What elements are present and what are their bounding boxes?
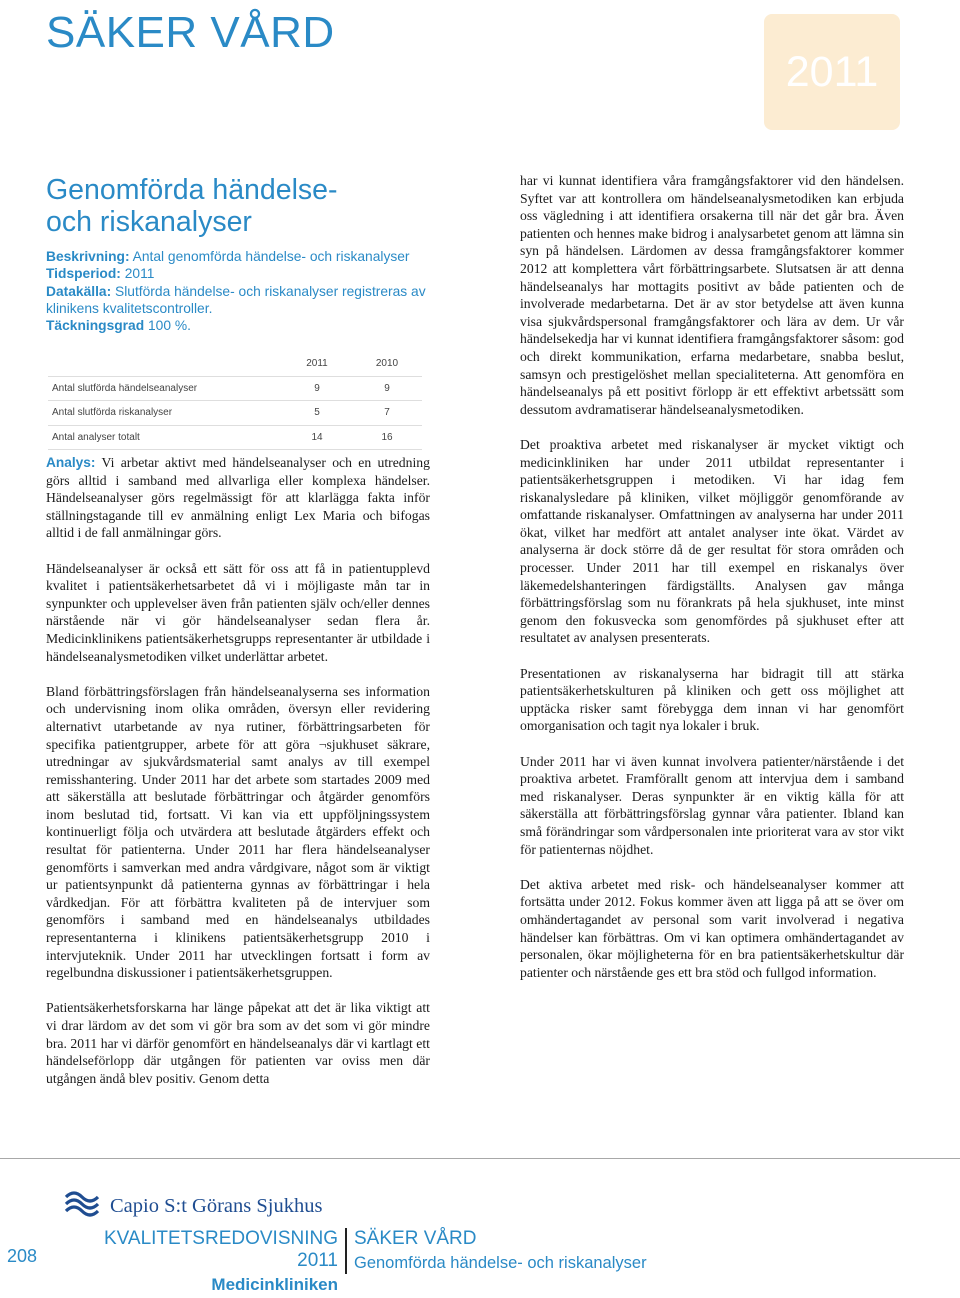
- description-row: [46, 248, 466, 265]
- description-value: Antal genomförda händelse- och riskanalyser: [132, 249, 410, 264]
- table-cell-2011: 9: [282, 376, 352, 401]
- paragraph-text: Vi arbetar aktivt med händelseanalyser och en utredning görs alltid i samband med allvarliga eller komplexa händelser. Händelseanalyser görs regelmässigt för att klarlägga fakta inför ställningstagande till ev anmälning enligt Lex Maria och bifogas alltid i de fall anmälningar görs.: [46, 455, 430, 541]
- period-row: [46, 265, 466, 282]
- indicator-metadata: [46, 248, 466, 334]
- section-title: [46, 174, 466, 238]
- body-paragraph: Presentationen av riskanalyserna har bidragit till att stärka patientsäkerhetskulturen på kliniken och gett oss möjlighet att upptäcka risker samt förebygga dem innan vi har genomfört omorganisation och tagit nya lokaler i bruk.: [520, 665, 904, 734]
- logo-name: Capio S:t Görans Sjukhus: [110, 1194, 323, 1217]
- table-cell-2010: 16: [352, 425, 422, 450]
- analysis-paragraph: [46, 454, 430, 542]
- body-paragraph: har vi kunnat identifiera våra framgångsfaktorer vid den händelsen. Syftet var att kontrollera om händelseanalysmetodiken kan erbjuda oss vägledning i att identifiera orsakerna till när det går bra. Även patienten och hennes make bidrog i analysarbetet genom att lämna sin syn på händelsen. Lärdomen av dessa framgångsfaktorer kommer 2012 att komplettera vårt förbättringsarbete. Slutsatsen är att denna händelseanalys har mottagits positivt av både patienten och de involverade medarbetarna. Det är av stor betydelse att även kunna visa sjukvårdspersonal framgångsfaktorer och lära av dem. Ur vår händelsekedja har vi kunnat identifiera framgångsfaktorer såsom: god och direkt kommunikation, erfarna medarbetare, snabba beslut, samsyn och prestigelöshet mellan specialiteterna. Att genomföra en händelseanalys på ett positivt förlopp är ett effektivt arbetssätt som dessutom avdramatiserar händelseanalysmetodiken.: [520, 173, 904, 417]
- table-row: [48, 425, 422, 450]
- body-paragraph: Det aktiva arbetet med risk- och händelseanalyser kommer att fortsätta under 2012. Fokus kommer även att ligga på att se över om omhändertagandet av personal som varit involverad i negativa händelser kan förbättras. Om vi kan optimera omhändertagandet av personalen, ökar möjligheterna för en bra patientsäkerhetskultur där patienter och närstående ges ett bra stöd och fullgod information.: [520, 876, 904, 980]
- body-paragraph: Patientsäkerhetsforskarna har länge påpekat att det är lika viktigt att vi drar lärdom av det som vi gör bra som av det som vi gör mindre bra. 2011 har vi därför genomfört en händelseanalys där vi kartlagt ett händelseförlopp där utgången för patienten var oviss men där utgången ändå blev positiv. Genom detta: [46, 1000, 430, 1086]
- data-source-value: Slutförda händelse- och riskanalyser registreras av klinikens kvalitetscontroller.: [46, 283, 426, 316]
- page-number: 208: [6, 1246, 38, 1266]
- table-header-2010: 2010: [352, 352, 422, 376]
- footer-report-info: [62, 1228, 338, 1298]
- table-cell-label: Antal slutförda riskanalyser: [48, 401, 282, 426]
- table-cell-2010: 9: [352, 376, 422, 401]
- table-cell-2011: 5: [282, 401, 352, 426]
- table-header-2011: 2011: [282, 352, 352, 376]
- footer-report-title: KVALITETSREDOVISNING 2011: [103, 1228, 338, 1271]
- footer-section-title: SÄKER VÅRD: [354, 1228, 477, 1249]
- section-title-line1: Genomförda händelse-: [46, 174, 338, 206]
- right-text-column: [520, 172, 904, 999]
- hospital-logo: [64, 1186, 322, 1226]
- analysis-label: Analys:: [46, 455, 96, 470]
- left-text-column: [46, 454, 430, 1105]
- data-source-label: Datakälla:: [46, 283, 112, 299]
- table-cell-2011: 14: [282, 425, 352, 450]
- footer-vertical-divider: [345, 1228, 347, 1274]
- analyses-table: [48, 352, 422, 450]
- footer-divider-line: [0, 1158, 960, 1159]
- year-badge: 2011: [764, 14, 900, 130]
- footer-subsection-title: Genomförda händelse- och riskanalyser: [354, 1254, 647, 1272]
- table-cell-label: Antal slutförda händelseanalyser: [48, 376, 282, 401]
- coverage-label: Täckningsgrad: [46, 318, 145, 334]
- body-paragraph: Händelseanalyser är också ett sätt för oss att få in patientupplevd kvalitet i patientsäkerhetsarbetet då vi i möjligaste mån tar in synpunkter och upplevelser även från patienten själv och/eller dennes närstående när vi gör händelseanalyser sedan flera år. Medicinklinikens patientsäkerhetsgrupps representanter är utbildade i händelseanalysmetodiken vilket underlättar arbetet.: [46, 560, 430, 664]
- section-title-line2: och riskanalyser: [46, 206, 252, 238]
- table-row: [48, 401, 422, 426]
- description-label: Beskrivning:: [46, 249, 130, 264]
- table-cell-2010: 7: [352, 401, 422, 426]
- table-cell-label: Antal analyser totalt: [48, 425, 282, 450]
- capio-wave-logo-icon: [64, 1187, 100, 1226]
- footer-section-info: [354, 1228, 647, 1276]
- table-header-row: [48, 352, 422, 376]
- body-paragraph: Det proaktiva arbetet med riskanalyser är mycket viktigt och medicinkliniken har under 2011 utbildat representanter i patientsäkerhetsgruppen i metodiken. Vi har idag fem riskanalysledare på kliniken, vilket möjliggör genomförande av omfattande riskanalyser. Omfattningen av analyserna har under 2011 ökat, vilket har medfört att antalet analyser inte ökat. Värdet av analyserna är dock större då de ger resultat för stora områden och processer. Under 2011 har till exempel en riskanalys över läkemedelshanteringen färdigställts. Analysen gav många förbättringsförslag som nu förankrats på hela sjukhuset, inte minst genom den fokusvecka som genomfördes på sjukhuset efter att resultatet av analysen presenterats.: [520, 436, 904, 646]
- data-source-row: [46, 283, 466, 318]
- body-paragraph: Under 2011 har vi även kunnat involvera patienter/närstående i det proaktiva arbetet. Framförallt genom att intervjua dem i samband med riskanalyser. Deras synpunkter är en viktig källa för att säkerställa att förbättringsförslag gynnar våra patienter. Ibland kan små förändringar som vårdpersonalen inte prioriterat vara av stor vikt för patienternas nöjdhet.: [520, 753, 904, 857]
- table-row: [48, 376, 422, 401]
- page-header-title: SÄKER VÅRD: [46, 8, 335, 57]
- period-value: 2011: [124, 266, 155, 282]
- coverage-value: 100 %.: [147, 318, 191, 334]
- coverage-row: [46, 317, 466, 334]
- body-paragraph: Bland förbättringsförslagen från händelseanalyserna ses information och undervisning inom olika områden, översyn eller revidering alternativt utarbetande av nya rutiner, förbättringsarbeten för specifika patientgrupper, arbete för att göra ¬sjukhuset säkrare, utredningar av sjukvårdsmaterial samt analys av till exempel remisshantering. Under 2011 har det arbete som startades 2009 med att säkerställa att beslutade förbättringar och åtgärder genomförs inom beslutad tid, fortsatt. Vi kan via ett uppföljningssystem kontinuerligt följa och utvärdera att beslutade åtgärders effekt och resultat för patienterna. Under 2011 har flera händelseanalyser genomförts i samverkan med andra vårdgivare, något som är viktigt ur patientsynpunkt då patienterna gynnas av förbättringar i hela vårdkedjan. För att förbättra kvaliteten på de intervjuer som genomförs i samband med en händelseanalys utbildades representanterna i klinikens patientsäkerhetsgrupp 2010 i intervjuteknik. Under 2011 har utvecklingen fortsatt i form av regelbundna diskussioner i patientsäkerhetsgruppen.: [46, 683, 430, 981]
- table-header-empty: [48, 352, 282, 376]
- period-label: Tidsperiod:: [46, 266, 121, 282]
- footer-clinic-name: Medicinkliniken: [211, 1275, 338, 1294]
